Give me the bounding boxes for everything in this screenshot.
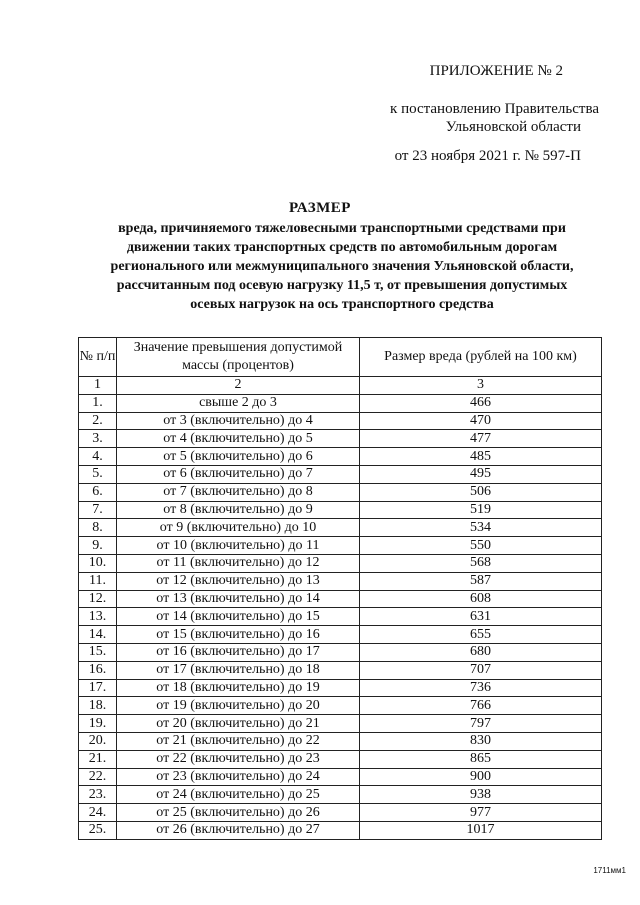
row-damage: 519 [360,501,602,519]
table-row [79,519,602,537]
row-excess: свыше 2 до 3 [117,394,360,412]
row-damage: 568 [360,554,602,572]
row-excess: от 16 (включительно) до 17 [117,643,360,661]
row-number: 17. [79,679,117,697]
row-damage: 797 [360,715,602,733]
table-row [79,554,602,572]
table-row [79,750,602,768]
header-excess: Значение превышения допустимой массы (процентов) [117,338,360,377]
row-excess: от 23 (включительно) до 24 [117,768,360,786]
row-damage: 766 [360,697,602,715]
row-damage: 977 [360,804,602,822]
row-excess: от 25 (включительно) до 26 [117,804,360,822]
document-subtitle [12,219,640,314]
table-column-numbers [79,377,602,395]
row-number: 9. [79,537,117,555]
appendix-number: ПРИЛОЖЕНИЕ № 2 [429,63,563,79]
table-row [79,537,602,555]
row-excess: от 21 (включительно) до 22 [117,732,360,750]
row-damage: 900 [360,768,602,786]
row-number: 24. [79,804,117,822]
row-damage: 534 [360,519,602,537]
row-excess: от 9 (включительно) до 10 [117,519,360,537]
row-excess: от 3 (включительно) до 4 [117,412,360,430]
row-damage: 707 [360,661,602,679]
row-number: 16. [79,661,117,679]
row-excess: от 26 (включительно) до 27 [117,821,360,839]
row-number: 15. [79,643,117,661]
document-title: РАЗМЕР [289,200,351,216]
table-row [79,821,602,839]
row-damage: 680 [360,643,602,661]
row-damage: 550 [360,537,602,555]
table-row [79,501,602,519]
row-number: 7. [79,501,117,519]
table-row [79,394,602,412]
table-row [79,590,602,608]
row-excess: от 18 (включительно) до 19 [117,679,360,697]
row-excess: от 19 (включительно) до 20 [117,697,360,715]
column-number-2: 2 [117,377,360,395]
row-excess: от 8 (включительно) до 9 [117,501,360,519]
table-row [79,786,602,804]
row-excess: от 5 (включительно) до 6 [117,448,360,466]
column-number-3: 3 [360,377,602,395]
row-excess: от 22 (включительно) до 23 [117,750,360,768]
row-excess: от 11 (включительно) до 12 [117,554,360,572]
row-damage: 830 [360,732,602,750]
row-number: 23. [79,786,117,804]
appendix-date: от 23 ноября 2021 г. № 597-П [394,148,581,164]
row-damage: 1017 [360,821,602,839]
header-number: № п/п [79,338,117,377]
row-number: 12. [79,590,117,608]
row-damage: 631 [360,608,602,626]
row-excess: от 6 (включительно) до 7 [117,465,360,483]
table-row [79,465,602,483]
table-header-row [79,338,602,377]
row-number: 25. [79,821,117,839]
row-number: 11. [79,572,117,590]
header-damage: Размер вреда (рублей на 100 км) [360,338,602,377]
row-number: 10. [79,554,117,572]
row-damage: 608 [360,590,602,608]
table-row [79,412,602,430]
row-damage: 485 [360,448,602,466]
table-row [79,697,602,715]
row-damage: 865 [360,750,602,768]
row-number: 19. [79,715,117,733]
row-excess: от 13 (включительно) до 14 [117,590,360,608]
table-row [79,430,602,448]
table-body [79,394,602,839]
row-excess: от 10 (включительно) до 11 [117,537,360,555]
footer-code: 1711мм1 [593,866,626,875]
row-damage: 736 [360,679,602,697]
table-row [79,732,602,750]
table-row [79,679,602,697]
row-excess: от 14 (включительно) до 15 [117,608,360,626]
row-number: 13. [79,608,117,626]
row-number: 1. [79,394,117,412]
row-excess: от 15 (включительно) до 16 [117,626,360,644]
row-damage: 655 [360,626,602,644]
row-number: 4. [79,448,117,466]
column-number-1: 1 [79,377,117,395]
row-number: 3. [79,430,117,448]
subtitle-text: вреда, причиняемого тяжеловесными транспортными средствами при движении таких транспортных средств по автомобильным дорогам регионального или межмуниципального значения Ульяновской области, рассчитанным под осевую нагрузку 11,5 т, от превышения допустимых осевых нагрузок на ось транспортного средства [110,221,574,312]
row-number: 2. [79,412,117,430]
table-row [79,643,602,661]
row-damage: 938 [360,786,602,804]
appendix-region: Ульяновской области [445,119,581,135]
row-damage: 477 [360,430,602,448]
row-excess: от 24 (включительно) до 25 [117,786,360,804]
row-excess: от 7 (включительно) до 8 [117,483,360,501]
table-row [79,448,602,466]
row-number: 5. [79,465,117,483]
table-row [79,768,602,786]
row-damage: 470 [360,412,602,430]
row-number: 6. [79,483,117,501]
row-excess: от 17 (включительно) до 18 [117,661,360,679]
table-row [79,715,602,733]
row-number: 14. [79,626,117,644]
row-damage: 466 [360,394,602,412]
appendix-reference [0,100,599,136]
row-number: 22. [79,768,117,786]
table-row [79,626,602,644]
table-row [79,483,602,501]
row-number: 8. [79,519,117,537]
table-row [79,608,602,626]
row-excess: от 20 (включительно) до 21 [117,715,360,733]
row-number: 20. [79,732,117,750]
row-damage: 587 [360,572,602,590]
row-number: 18. [79,697,117,715]
appendix-resolution: к постановлению Правительства [390,101,599,117]
row-damage: 506 [360,483,602,501]
damage-table [78,337,602,840]
table-row [79,661,602,679]
row-excess: от 4 (включительно) до 5 [117,430,360,448]
table-row [79,804,602,822]
row-excess: от 12 (включительно) до 13 [117,572,360,590]
table-row [79,572,602,590]
row-damage: 495 [360,465,602,483]
row-number: 21. [79,750,117,768]
